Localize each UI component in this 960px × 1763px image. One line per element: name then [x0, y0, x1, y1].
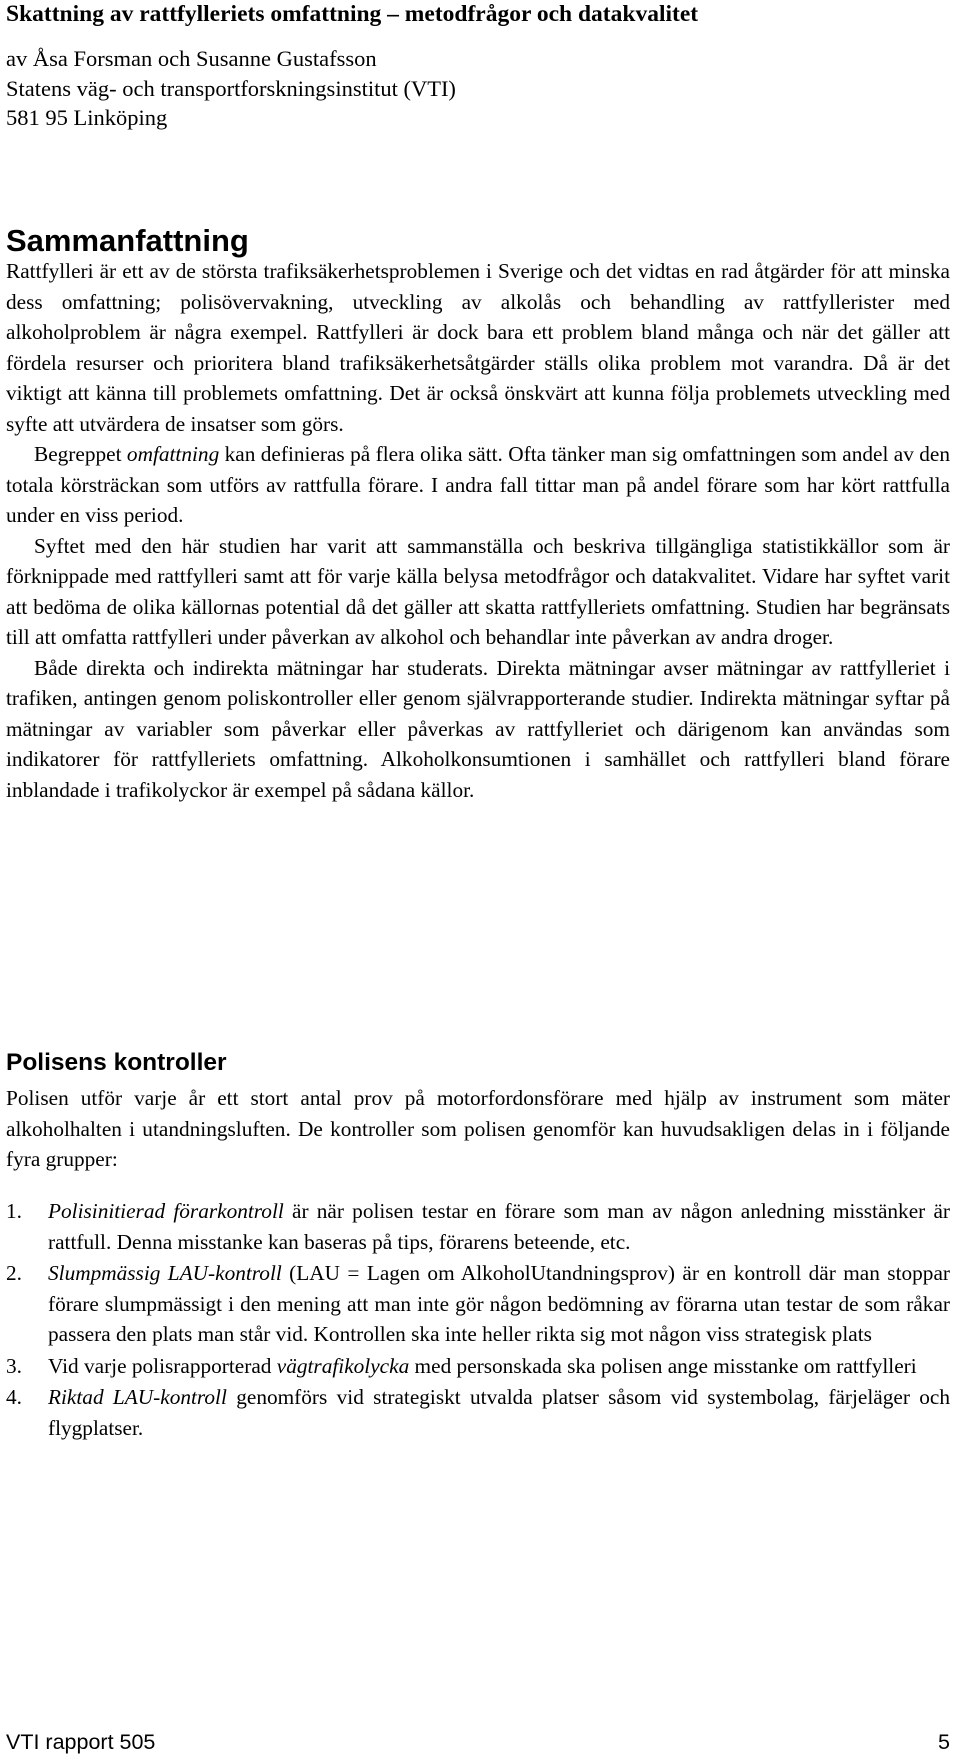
- footer-page-number: 5: [938, 1730, 950, 1754]
- list-item: [6, 1382, 950, 1443]
- term-omfattning: omfattning: [126, 442, 220, 466]
- list-term: Riktad LAU-kontroll: [48, 1385, 227, 1409]
- police-heading: Polisens kontroller: [6, 1049, 227, 1076]
- summary-paragraph-3: Syftet med den här studien har varit att sammanställa och beskriva tillgängliga statistikkällor som är förknippade med rattfylleri samt att för varje källa belysa metodfrågor och datakvalitet. Vidare har syftet varit att bedöma de olika källornas potential då det gäller att skatta rattfylleriets omfattning. Studien har begränsats till att omfatta rattfylleri under påverkan av alkohol och behandlar inte påverkan av andra droger.: [6, 533, 950, 649]
- list-number: 1.: [6, 1199, 22, 1223]
- list-number: 3.: [6, 1353, 22, 1378]
- list-item: [6, 1258, 950, 1350]
- list-item: [6, 1351, 950, 1382]
- author-block: [6, 44, 456, 133]
- institution-name: Statens väg- och transportforskningsinstitut (VTI): [6, 75, 456, 101]
- summary-paragraph-2: [6, 439, 950, 531]
- institution-address: 581 95 Linköping: [6, 105, 168, 130]
- p2-start: Begreppet: [34, 442, 127, 466]
- summary-body: [6, 256, 950, 805]
- document-title: Skattning av rattfylleriets omfattning – metodfrågor och datakvalitet: [6, 1, 699, 27]
- summary-paragraph-4: Både direkta och indirekta mätningar har studerats. Direkta mätningar avser mätningar av rattfylleriet i trafiken, antingen genom poliskontroller eller genom självrapporterande studier. Indirekta mätningar syftar på mätningar av variabler som påverkar eller påverkas av rattfylleriet och därigenom kan användas som indikatorer för rattfylleriets omfattning. Alkoholkonsumtionen i samhället och rattfylleri bland förare inblandade i trafikolyckor är exempel på sådana källor.: [6, 655, 950, 802]
- police-body: [6, 1083, 950, 1175]
- list-number: 2.: [6, 1261, 22, 1285]
- list-item: [6, 1196, 950, 1257]
- list-text: genomförs vid strategiskt utvalda platser såsom vid systembolag, färjeläger och flygplatser.: [48, 1385, 950, 1440]
- list-text: (LAU = Lagen om AlkoholUtandningsprov) är en kontroll där man stoppar förare slumpmässigt i den mening att man inte gör någon bedömning av förarna utan testar de som råkar passera den plats man står vid. Kontrollen ska inte heller rikta sig mot någon viss strategisk plats: [48, 1261, 950, 1346]
- list-text: med personskada ska polisen ange misstanke om rattfylleri: [409, 1353, 917, 1378]
- list-term: vägtrafikolycka: [276, 1353, 410, 1378]
- footer-report-name: VTI rapport 505: [6, 1730, 156, 1754]
- list-term: Polisinitierad förarkontroll: [48, 1199, 284, 1223]
- control-list: [6, 1196, 950, 1444]
- summary-paragraph-1: Rattfylleri är ett av de största trafiksäkerhetsproblemen i Sverige och det vidtas en rad åtgärder för att minska dess omfattning; polisövervakning, utveckling av alkolås och behandling av rattfyllerister med alkoholproblem är några exempel. Rattfylleri är dock bara ett problem bland många och när det gäller att fördela resurser och prioritera bland trafiksäkerhetsåtgärder ställs olika problem mot varandra. Då är det viktigt att känna till problemets omfattning. Det är också önskvärt att kunna följa problemets utveckling med syfte att utvärdera de insatser som görs.: [6, 259, 950, 436]
- police-intro: Polisen utför varje år ett stort antal prov på motorfordonsförare med hjälp av instrument som mäter alkoholhalten i utandningsluften. De kontroller som polisen genomför kan huvudsakligen delas in i följande fyra grupper:: [6, 1086, 950, 1171]
- list-term: Slumpmässig LAU-kontroll: [48, 1261, 282, 1285]
- list-text: är när polisen testar en förare som man av någon anledning misstänker är rattfull. Denna misstanke kan baseras på tips, förarens beteende, etc.: [48, 1199, 950, 1254]
- author-names: av Åsa Forsman och Susanne Gustafsson: [6, 46, 377, 71]
- list-prefix: Vid varje polisrapporterad: [48, 1353, 277, 1378]
- p2-end: kan definieras på flera olika sätt. Ofta tänker man sig omfattningen som andel av den totala körsträckan som utförs av rattfulla förare. I andra fall tittar man på andel förare som har kört rattfulla under en viss period.: [6, 442, 951, 527]
- list-number: 4.: [6, 1385, 22, 1409]
- summary-heading: Sammanfattning: [6, 223, 249, 258]
